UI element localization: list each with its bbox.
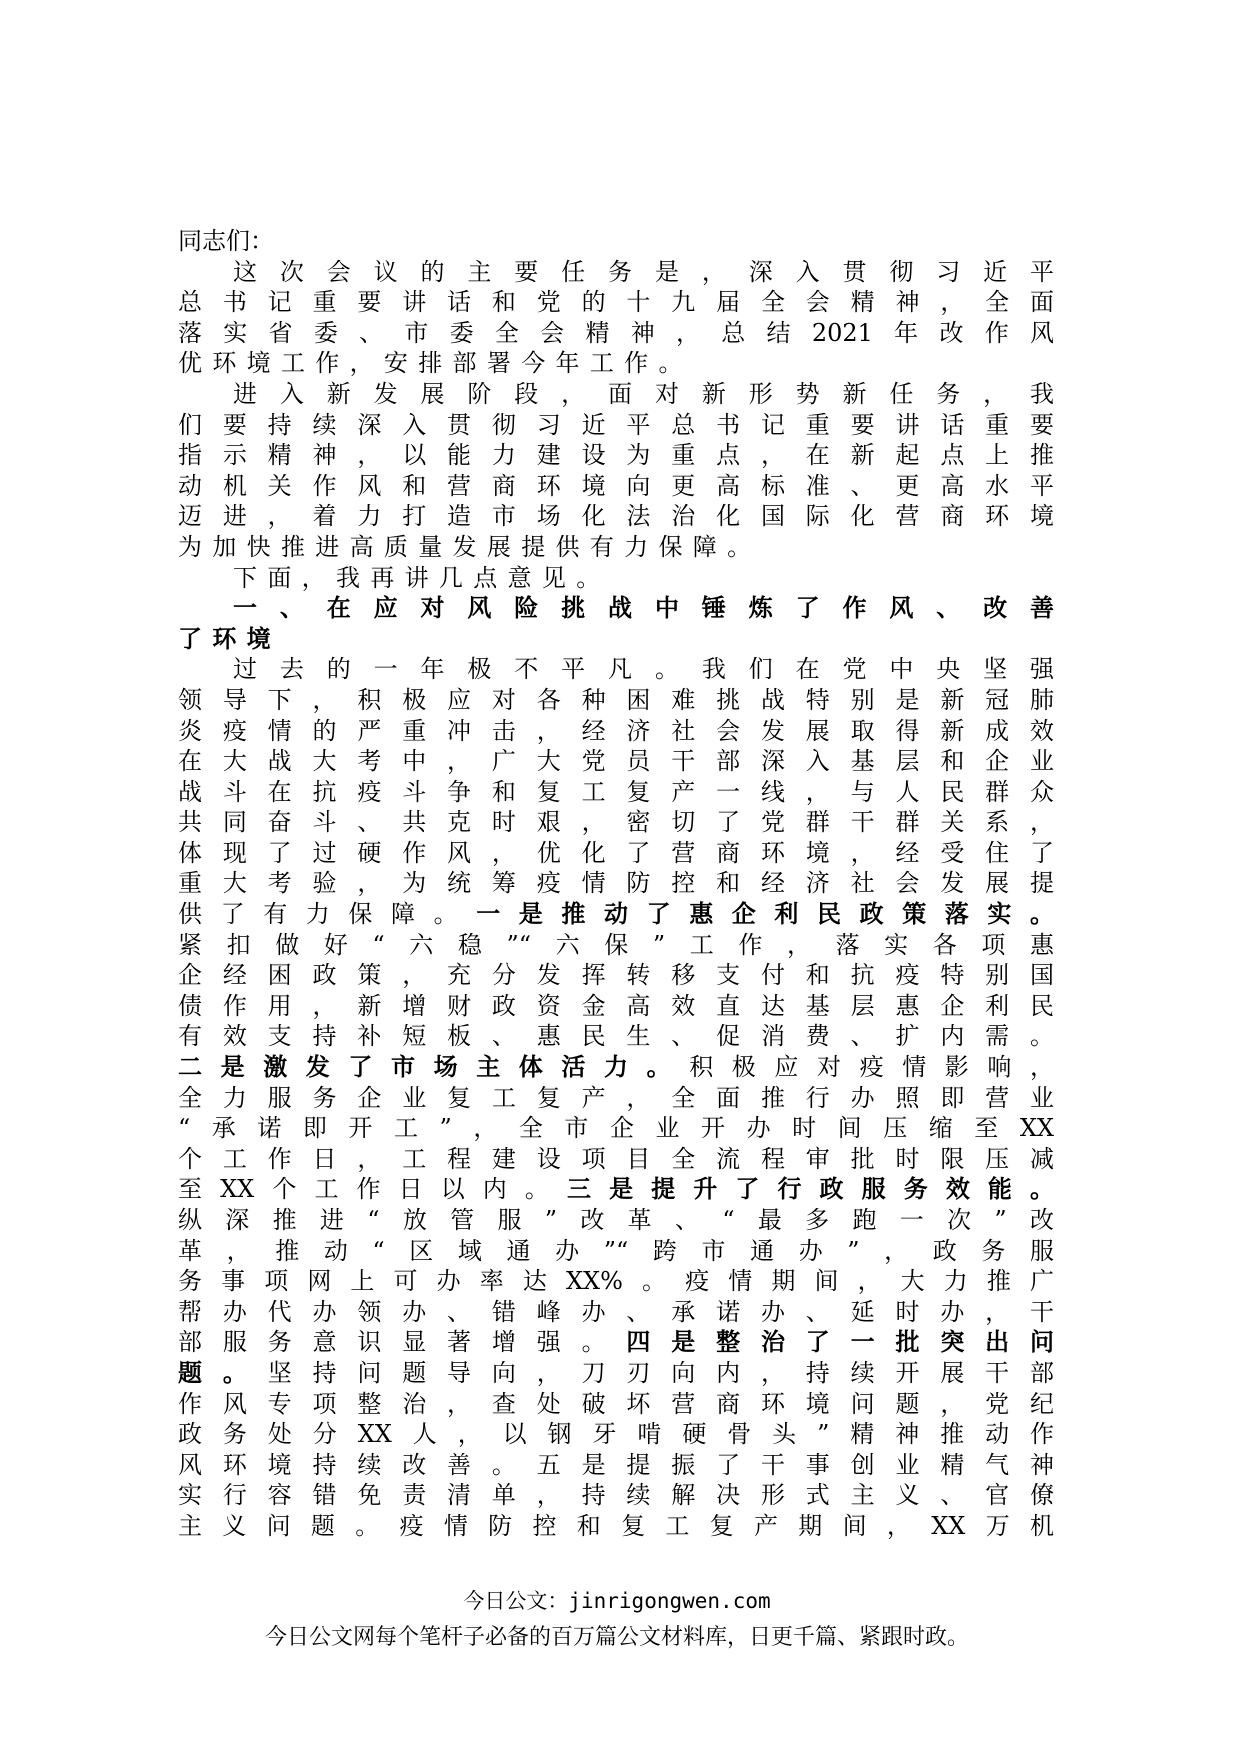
plain-run: 供了有力保障。 [178,900,477,929]
paragraph-line: 过去的一年极不平凡。我们在党中央坚强 [233,655,1054,684]
paragraph-line: 炎疫情的严重冲击，经济社会发展取得新成效 [178,716,1054,745]
paragraph-line: 动机关作风和营商环境向更高标准、更高水平 [178,471,1054,500]
document-body [178,226,1054,1542]
paragraph-line: 落实省委、市委全会精神，总结2021年改作风 [178,318,1054,347]
paragraph-line: 共同奋斗、共克时艰，密切了党群干群关系， [178,808,1054,837]
paragraph-line: 实行容错免责清单，持续解决形式主义、官僚 [178,1481,1054,1510]
plain-run: 积极应对疫情影响， [689,1053,1055,1082]
paragraph-line: 下面，我再讲几点意见。 [233,563,611,592]
paragraph-line: 领导下，积极应对各种困难挑战特别是新冠肺 [178,685,1054,714]
paragraph-line: 务事项网上可办率达XX%。疫情期间，大力推广 [178,1267,1054,1296]
section-heading: 一、在应对风险挑战中锤炼了作风、改善 [233,593,1054,623]
bold-run: 题。 [178,1357,268,1387]
paragraph-line: 战斗在抗疫斗争和复工复产一线，与人民群众 [178,777,1054,806]
paragraph-line: 优环境工作，安排部署今年工作。 [178,349,693,378]
salutation: 同志们： [178,227,274,255]
paragraph-line: 主义问题。疫情防控和复工复产期间，XX万机 [178,1511,1054,1540]
plain-run: 至XX个工作日以内。 [178,1175,567,1204]
paragraph-line [178,1174,1054,1205]
plain-run: 坚持问题导向，刀刃向内，持续开展干部 [267,1358,1055,1387]
paragraph-line: 个工作日，工程建设项目全流程审批时限压减 [178,1144,1054,1173]
bold-run: 二是激发了市场主体活力。 [178,1052,690,1082]
paragraph-line: 纵深推进“放管服”改革、“最多跑一次”改 [178,1206,1054,1234]
bold-run: 三是提升了行政服务效能。 [567,1174,1055,1204]
paragraph-line [178,1052,1054,1083]
paragraph-line: 帮办代办领办、错峰办、承诺办、延时办，干 [178,1297,1054,1326]
paragraph-line: 全力服务企业复工复产，全面推行办照即营业 [178,1083,1054,1112]
footer-source [0,1585,1234,1615]
paragraph-line: 进入新发展阶段，面对新形势新任务，我 [233,379,1054,408]
paragraph-line: 总书记重要讲话和党的十九届全会精神，全面 [178,288,1054,317]
paragraph-line: 紧扣做好“六稳”“六保”工作，落实各项惠 [178,930,1054,959]
bold-run: 一是推动了惠企利民政策落实。 [476,899,1055,929]
section-heading: 了环境 [178,623,281,653]
plain-run: 部服务意识显著增强。 [178,1328,627,1357]
paragraph-line: 这次会议的主要任务是，深入贯彻习近平 [233,257,1054,286]
paragraph-line: 在大战大考中，广大党员干部深入基层和企业 [178,747,1054,776]
paragraph-line: 指示精神，以能力建设为重点，在新起点上推 [178,441,1054,470]
paragraph-line: 有效支持补短板、惠民生、促消费、扩内需。 [178,1022,1054,1051]
paragraph-line: “承诺即开工”，全市企业开办时间压缩至XX [178,1114,1054,1143]
paragraph-line: 为加快推进高质量发展提供有力保障。 [178,532,762,561]
paragraph-line: 革，推动“区域通办”“跨市通办”，政务服 [178,1236,1054,1265]
paragraph-line: 们要持续深入贯彻习近平总书记重要讲话重要 [178,410,1054,439]
paragraph-line: 企经困政策，充分发挥转移支付和抗疫特别国 [178,961,1054,990]
paragraph-line: 作风专项整治，查处破坏营商环境问题，党纪 [178,1389,1054,1418]
paragraph-line: 体现了过硬作风，优化了营商环境，经受住了 [178,838,1054,867]
footer-tagline: 今日公文网每个笔杆子必备的百万篇公文材料库，日更千篇、紧跟时政。 [264,1625,969,1650]
paragraph-line: 政务处分XX人，以钢牙啃硬骨头”精神推动作 [178,1420,1054,1449]
paragraph-line: 债作用，新增财政资金高效直达基层惠企利民 [178,991,1054,1020]
paragraph-line: 风环境持续改善。五是提振了干事创业精气神 [178,1450,1054,1479]
paragraph-line [178,1358,1054,1389]
paragraph-line [178,1327,1054,1358]
paragraph-line [178,899,1054,930]
paragraph-line: 重大考验，为统筹疫情防控和经济社会发展提 [178,869,1054,898]
footer-site-link[interactable]: jinrigongwen.com [568,1589,771,1613]
paragraph-line: 迈进，着力打造市场化法治化国际化营商环境 [178,502,1054,531]
bold-run: 四是整治了一批突出问 [626,1327,1055,1357]
footer-label: 今日公文： [463,1589,569,1613]
